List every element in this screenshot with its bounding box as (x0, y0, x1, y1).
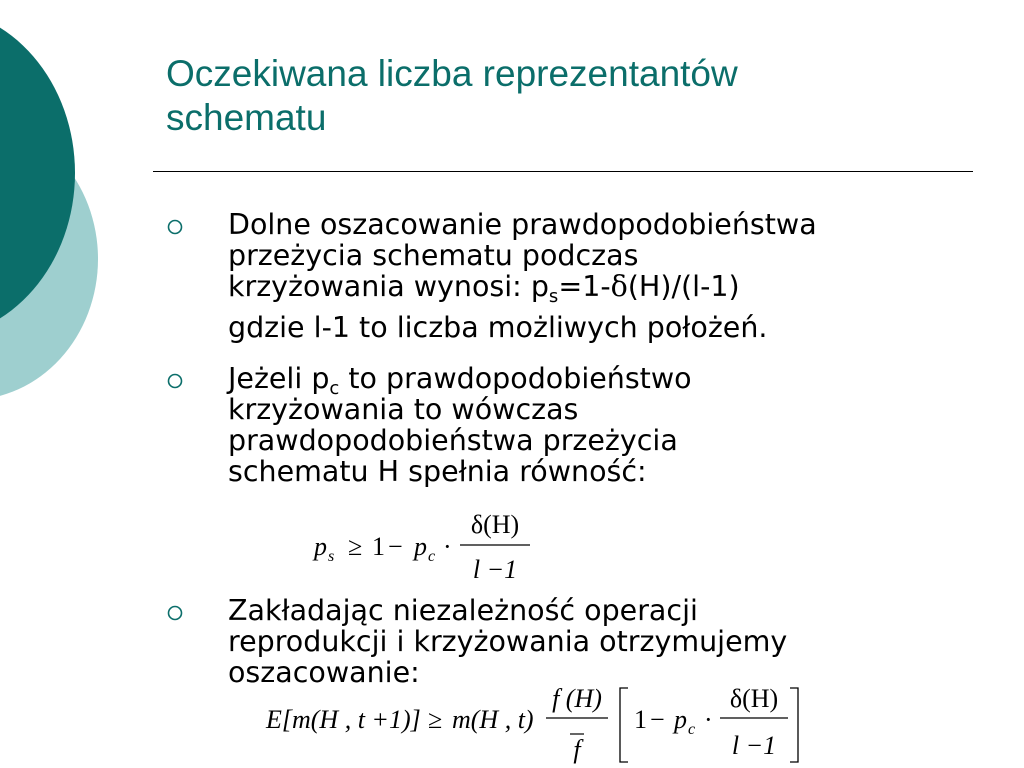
subscript: s (548, 286, 559, 307)
left-bracket (620, 688, 628, 762)
formula-symbol: − (388, 532, 403, 561)
formula-survival-probability (312, 508, 542, 588)
formula-subscript: c (428, 548, 436, 565)
formula-symbol: · (443, 532, 452, 561)
subscript: c (329, 378, 340, 399)
text-fragment: =1- (558, 270, 611, 303)
formula-symbol: p (414, 532, 427, 561)
fraction-denominator: f (573, 735, 581, 764)
bullet-1-line-2: przeżycia schematu podczas (228, 239, 639, 272)
formula-schema-theorem (262, 682, 802, 766)
formula-symbol: 1 (372, 532, 385, 561)
formula-subscript: s (328, 548, 335, 565)
bullet-1-line-1: Dolne oszacowanie prawdopodobieństwa (228, 208, 817, 241)
bullet-2-line-4: schematu H spełnia równość: (228, 455, 647, 488)
bullet-1-line-3 (228, 270, 988, 307)
formula-lhs: E[m(H , t +1)] (266, 705, 421, 734)
fraction-denominator: l −1 (731, 731, 777, 760)
formula-subscript: c (688, 721, 696, 738)
bullet-2-line-2: krzyżowania to wówczas (228, 393, 579, 426)
bullet-1-text (228, 209, 988, 343)
formula-symbol: 1 (634, 705, 647, 734)
bullet-3-line-3: oszacowanie: (228, 656, 420, 689)
formula-symbol: − (650, 705, 665, 734)
formula-symbol: ≥ (348, 532, 363, 561)
text-fragment: (H)/(l-1) (627, 270, 740, 303)
title-line-2: schematu (166, 97, 327, 138)
bullet-1-line-4: gdzie l-1 to liczba możliwych położeń. (228, 311, 768, 344)
bullet-3-line-1: Zakładając niezależność operacji (228, 594, 698, 627)
fraction-numerator: f (H) (552, 684, 602, 713)
formula-symbol: p (314, 532, 327, 561)
bullet-2-text (228, 363, 988, 487)
title-divider (153, 171, 973, 172)
formula-symbol: ≥ (428, 705, 443, 734)
slide-title (166, 52, 986, 140)
fraction-numerator: δ(H) (729, 684, 779, 713)
bullet-2-line-1 (228, 362, 988, 399)
fraction-denominator: l −1 (472, 555, 518, 584)
formula-symbol: · (704, 705, 713, 734)
text-fragment: krzyżowania wynosi: p (228, 270, 549, 303)
hollow-circle-bullet-icon (166, 372, 188, 394)
formula-symbol: p (674, 705, 687, 734)
bullet-2-line-3: prawdopodobieństwa przeżycia (228, 424, 678, 457)
text-fragment: to prawdopodobieństwo (339, 362, 692, 395)
delta-symbol: δ (610, 270, 628, 303)
hollow-circle-bullet-icon (166, 604, 188, 626)
bullet-3-text (228, 595, 988, 688)
text-fragment: Jeżeli p (228, 362, 330, 395)
right-bracket (790, 688, 798, 762)
bullet-3-line-2: reprodukcji i krzyżowania otrzymujemy (228, 625, 788, 658)
title-line-1: Oczekiwana liczba reprezentantów (166, 53, 738, 94)
formula-symbol: m(H , t) (452, 705, 534, 734)
fraction-numerator: δ(H) (470, 510, 520, 539)
hollow-circle-bullet-icon (166, 218, 188, 240)
